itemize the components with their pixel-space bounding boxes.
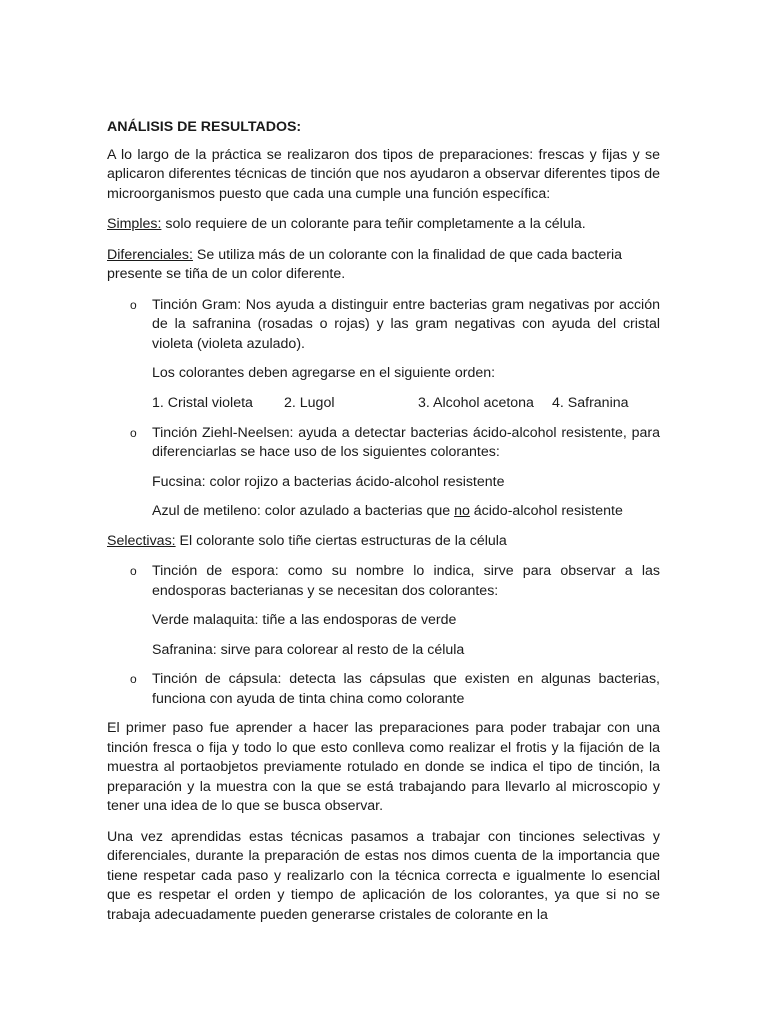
- diferenciales-text: Se utiliza más de un colorante con la finalidad de que cada bacteria presente se tiña de un color diferente.: [107, 246, 623, 282]
- order-item-2: 2. Lugol: [284, 394, 335, 411]
- verde-line: Verde malaquita: tiñe a las endosporas de verde: [152, 612, 457, 628]
- selectivas-text: El colorante solo tiñe ciertas estructuras de la célula: [175, 532, 507, 549]
- body-paragraph-2: Una vez aprendidas estas técnicas pasamos a trabajar con tinciones selectivas y diferenciales, durante la preparación de estas nos dimos cuenta de la importancia que tiene respetar cada paso y realizarlo con la técnica correcta e igualmente lo esencial que es respetar el orden y tiempo de aplicación de los colorantes, ya que si no se trabaja adecuadamente pueden generarse cristales de colorante en la: [107, 828, 660, 923]
- ziehl-bullet: [107, 424, 660, 463]
- gram-bullet: [107, 296, 660, 355]
- espora-bullet: [107, 562, 660, 601]
- gram-order-list: [107, 394, 660, 414]
- bullet-icon: o: [130, 564, 137, 578]
- gram-order-intro: Los colorantes deben agregarse en el siguiente orden:: [152, 365, 496, 381]
- diferenciales-paragraph: [107, 246, 660, 285]
- order-item-3: 3. Alcohol acetona: [418, 394, 534, 411]
- safranina-line: Safranina: sirve para colorear al resto de la célula: [152, 641, 465, 658]
- capsula-bullet: [107, 670, 660, 709]
- selectivas-label: Selectivas:: [107, 532, 176, 549]
- bullet-icon: o: [130, 425, 137, 440]
- espora-text: Tinción de espora: como su nombre lo indica, sirve para observar a las endosporas bacterianas y se necesitan dos colorantes:: [152, 563, 660, 599]
- order-item-1: 1. Cristal violeta: [152, 394, 253, 411]
- bullet-icon: o: [130, 297, 137, 312]
- simples-paragraph: [107, 215, 660, 235]
- gram-text: Tinción Gram: Nos ayuda a distinguir entre bacterias gram negativas por acción de la safranina (rosadas o rojas) y las gram negativas con ayuda del cristal violeta (violeta azulado).: [152, 296, 660, 352]
- simples-text: solo requiere de un colorante para teñir completamente a la célula.: [161, 216, 586, 232]
- azul-no: no: [454, 503, 470, 519]
- azul-line: [107, 502, 660, 522]
- azul-after: ácido-alcohol resistente: [469, 503, 623, 519]
- selectivas-paragraph: [107, 532, 660, 552]
- capsula-text: Tinción de cápsula: detecta las cápsulas que existen en algunas bacterias, funciona con ayuda de tinta china como colorante: [152, 671, 660, 707]
- azul-before: Azul de metileno: color azulado a bacterias que: [152, 503, 455, 519]
- bullet-icon: o: [130, 672, 137, 686]
- section-heading: ANÁLISIS DE RESULTADOS:: [107, 119, 302, 135]
- order-item-4: 4. Safranina: [552, 394, 629, 411]
- ziehl-text: Tinción Ziehl-Neelsen: ayuda a detectar bacterias ácido-alcohol resistente, para diferenciarlas se hace uso de los siguientes colorantes:: [152, 424, 660, 460]
- fucsina-line: Fucsina: color rojizo a bacterias ácido-alcohol resistente: [152, 473, 505, 490]
- document-page: [107, 118, 660, 936]
- simples-label: Simples:: [107, 216, 162, 232]
- intro-paragraph: A lo largo de la práctica se realizaron dos tipos de preparaciones: frescas y fijas y se aplicaron diferentes técnicas de tinción que nos ayudaron a observar diferentes tipos de microorganismos puesto que cada una cumple una función específica:: [107, 146, 660, 202]
- body-paragraph-1: El primer paso fue aprender a hacer las preparaciones para poder trabajar con una tinción fresca o fija y todo lo que esto conlleva como realizar el frotis y la fijación de la muestra al portaobjetos previamente rotulado en donde se indica el tipo de tinción, la preparación y la muestra con la que se está trabajando para llevarlo al microscopio y tener una idea de lo que se busca observar.: [107, 720, 660, 814]
- diferenciales-label: Diferenciales:: [107, 246, 193, 263]
